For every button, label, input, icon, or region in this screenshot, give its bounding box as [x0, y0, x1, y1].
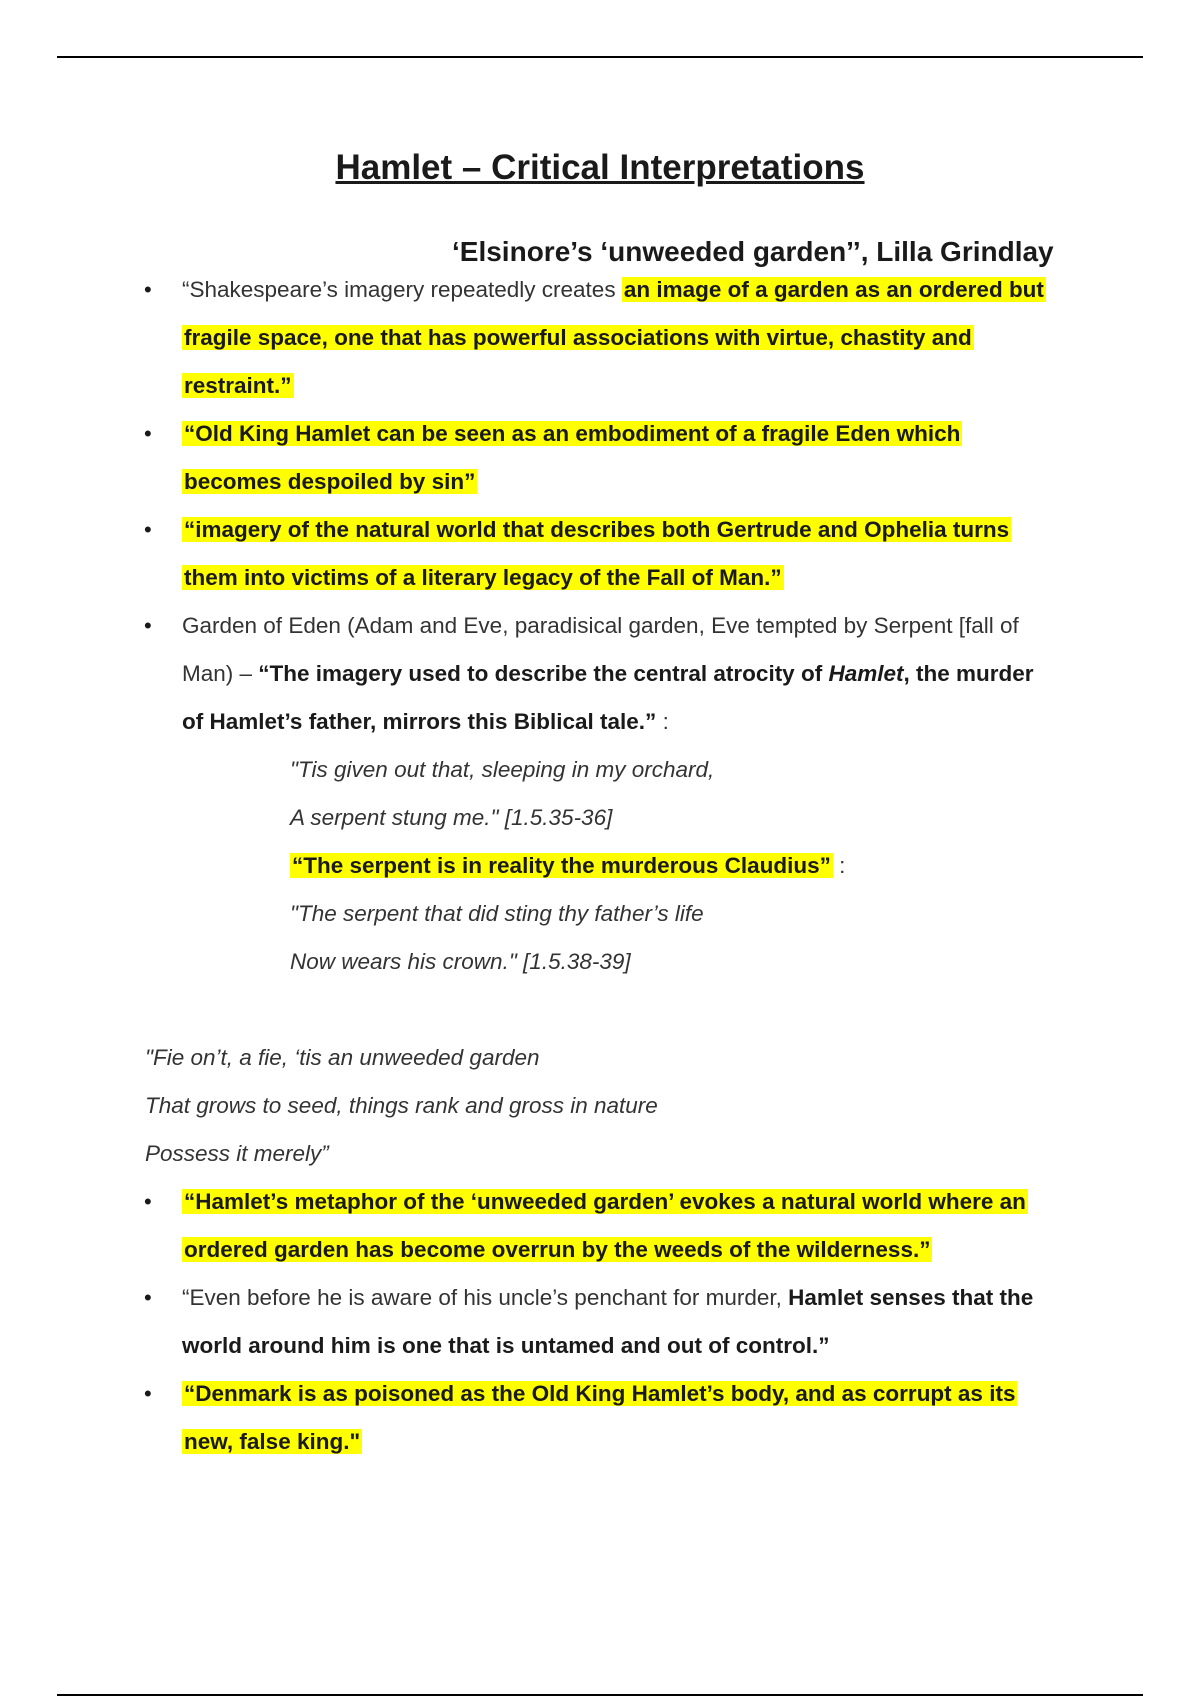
quote-line: "Tis given out that, sleeping in my orchard, [290, 757, 715, 782]
page-title: Hamlet – Critical Interpretations [335, 148, 865, 187]
bullet-icon: • [144, 613, 152, 638]
list-item [0, 1370, 1200, 1466]
bullet-text-bold-italic: Hamlet [828, 661, 904, 686]
quote-line: Now wears his crown." [1.5.38-39] [290, 949, 631, 974]
quote-line: A serpent stung me." [1.5.35-36] [290, 805, 613, 830]
list-item [0, 602, 1200, 746]
bullet-list-a [0, 266, 1200, 746]
top-rule [57, 56, 1143, 58]
bullet-text-plain: “Shakespeare’s imagery repeatedly creates [182, 277, 622, 302]
quote-line: That grows to seed, things rank and gross in nature [145, 1093, 658, 1118]
bullet-icon: • [144, 1189, 152, 1214]
bullet-text-highlight: “Old King Hamlet can be seen as an embodiment of a fragile Eden which becomes despoiled by sin” [184, 421, 961, 494]
bullet-text-plain: “Even before he is aware of his uncle’s penchant for murder, [182, 1285, 789, 1310]
bullet-text-tail: : [656, 709, 669, 734]
fie-quote [145, 1034, 658, 1178]
bullet-text-highlight: “imagery of the natural world that describes both Gertrude and Ophelia turns them into victims of a literary legacy of the Fall of Man.” [184, 517, 1010, 590]
bullet-text-bold: , the murder of Hamlet’s father, mirrors this Biblical tale.” [182, 661, 1034, 734]
article-subtitle: ‘Elsinore’s ‘unweeded garden’’, Lilla Grindlay [452, 236, 1054, 267]
quote-line: "The serpent that did sting thy father’s life [290, 901, 704, 926]
quote-commentary [290, 842, 845, 890]
quote-highlight: “The serpent is in reality the murderous Claudius” [292, 853, 831, 878]
list-item [0, 1274, 1200, 1370]
bullet-icon: • [144, 277, 152, 302]
quote-line: "Fie on’t, a fie, ‘tis an unweeded garden [145, 1045, 540, 1070]
bullet-icon: • [144, 1381, 152, 1406]
bullet-icon: • [144, 517, 152, 542]
bullet-text-highlight: an image of a garden as an ordered but fragile space, one that has powerful associations with virtue, chastity and restraint.” [184, 277, 1044, 398]
list-item [0, 1178, 1200, 1274]
bottom-rule [57, 1694, 1143, 1696]
quote-line: Possess it merely” [145, 1141, 329, 1166]
bullet-text-bold: Hamlet senses that the world around him is one that is untamed and out of control.” [182, 1285, 1034, 1358]
bullet-icon: • [144, 1285, 152, 1310]
bullet-text-plain: Garden of Eden (Adam and Eve, paradisical garden, Eve tempted by Serpent [fall of Man) – [182, 613, 1019, 686]
bullet-text-highlight: “Hamlet’s metaphor of the ‘unweeded garden’ evokes a natural world where an ordered garden has become overrun by the weeds of the wilderness.” [184, 1189, 1026, 1262]
bullet-list-b [0, 1178, 1200, 1466]
bullet-text-bold: “The imagery used to describe the central atrocity of [258, 661, 829, 686]
quote-highlight-tail: : [832, 853, 846, 878]
bullet-icon: • [144, 421, 152, 446]
list-item [0, 266, 1200, 410]
quote-block [290, 746, 845, 986]
bullet-text-highlight: “Denmark is as poisoned as the Old King Hamlet’s body, and as corrupt as its new, false king." [184, 1381, 1016, 1454]
list-item [0, 410, 1200, 506]
list-item [0, 506, 1200, 602]
